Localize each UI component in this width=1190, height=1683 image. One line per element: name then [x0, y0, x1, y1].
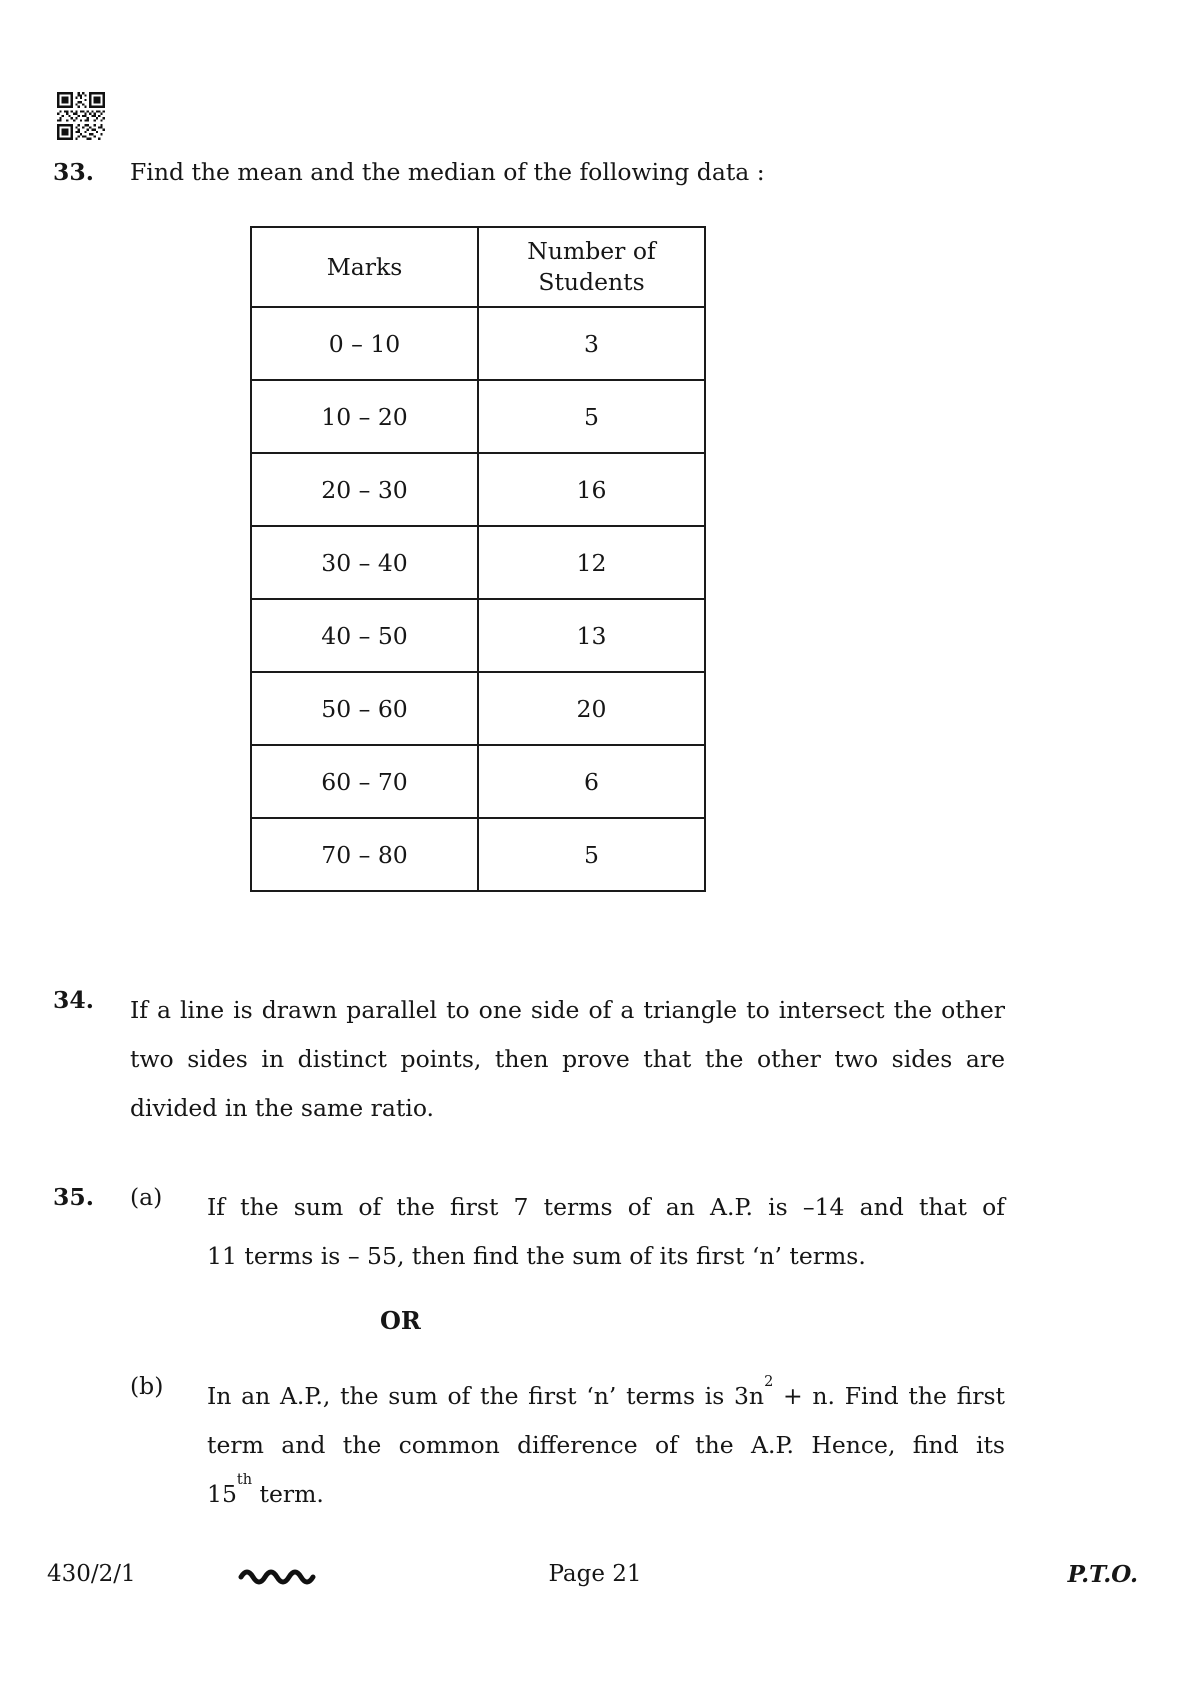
table-row [251, 745, 705, 818]
text-line: 11 terms is – 55, then find the sum of its first ‘n’ terms. [207, 1242, 866, 1270]
table-row [251, 672, 705, 745]
text-segment: In an A.P., the sum of the first ‘n’ terms is 3n [207, 1382, 765, 1410]
text-line: term and the common difference of the A.P. Hence, find its [207, 1431, 1005, 1459]
students-header-cell [478, 227, 705, 307]
page-number: Page 21 [548, 1561, 642, 1587]
text-segment: term. [252, 1480, 324, 1508]
table-row [251, 599, 705, 672]
marks-cell: 40 – 50 [251, 599, 478, 672]
students-cell: 5 [478, 380, 705, 453]
ordinal-suffix: th [236, 1472, 253, 1489]
marks-cell: 70 – 80 [251, 818, 478, 891]
part-b-label: (b) [130, 1372, 164, 1400]
qr-code-image [57, 92, 105, 140]
text-line: If a line is drawn parallel to one side of a triangle to intersect the other [130, 996, 1005, 1024]
text-segment: 15 [207, 1480, 237, 1508]
frequency-table [250, 226, 706, 892]
marks-cell: 30 – 40 [251, 526, 478, 599]
part-a-label: (a) [130, 1183, 163, 1211]
marks-header-cell: Marks [251, 227, 478, 307]
students-cell: 12 [478, 526, 705, 599]
text-line [207, 1372, 1005, 1421]
text-line: If the sum of the first 7 terms of an A.P. is –14 and that of [207, 1193, 1005, 1221]
students-cell: 16 [478, 453, 705, 526]
question-35-number: 35. [53, 1183, 94, 1211]
question-34-number: 34. [53, 986, 94, 1014]
question-33-number: 33. [53, 158, 94, 186]
students-cell: 6 [478, 745, 705, 818]
part-b-text [207, 1372, 1005, 1519]
pto-label: P.T.O. [1067, 1561, 1138, 1588]
table-row [251, 453, 705, 526]
table-row [251, 818, 705, 891]
marks-cell: 0 – 10 [251, 307, 478, 380]
text-line: two sides in distinct points, then prove that the other two sides are [130, 1045, 1005, 1073]
part-a-text [207, 1183, 1005, 1281]
students-cell: 3 [478, 307, 705, 380]
marks-cell: 20 – 30 [251, 453, 478, 526]
students-cell: 13 [478, 599, 705, 672]
marks-cell: 50 – 60 [251, 672, 478, 745]
table-row [251, 380, 705, 453]
text-segment: + n. Find the first [773, 1382, 1005, 1410]
question-33-text: Find the mean and the median of the following data : [130, 158, 765, 186]
paper-code: 430/2/1 [47, 1561, 136, 1587]
qr-code [57, 92, 105, 140]
table-row [251, 526, 705, 599]
text-line: divided in the same ratio. [130, 1094, 435, 1122]
or-separator: OR [380, 1306, 421, 1335]
table-header-row [251, 227, 705, 307]
students-cell: 5 [478, 818, 705, 891]
exponent: 2 [764, 1374, 774, 1391]
students-header-line1: Number of [527, 237, 656, 265]
question-34-text [130, 986, 1005, 1133]
marks-cell: 60 – 70 [251, 745, 478, 818]
students-header-line2: Students [538, 268, 645, 296]
students-cell: 20 [478, 672, 705, 745]
table-row [251, 307, 705, 380]
marks-cell: 10 – 20 [251, 380, 478, 453]
text-line [207, 1470, 1005, 1519]
